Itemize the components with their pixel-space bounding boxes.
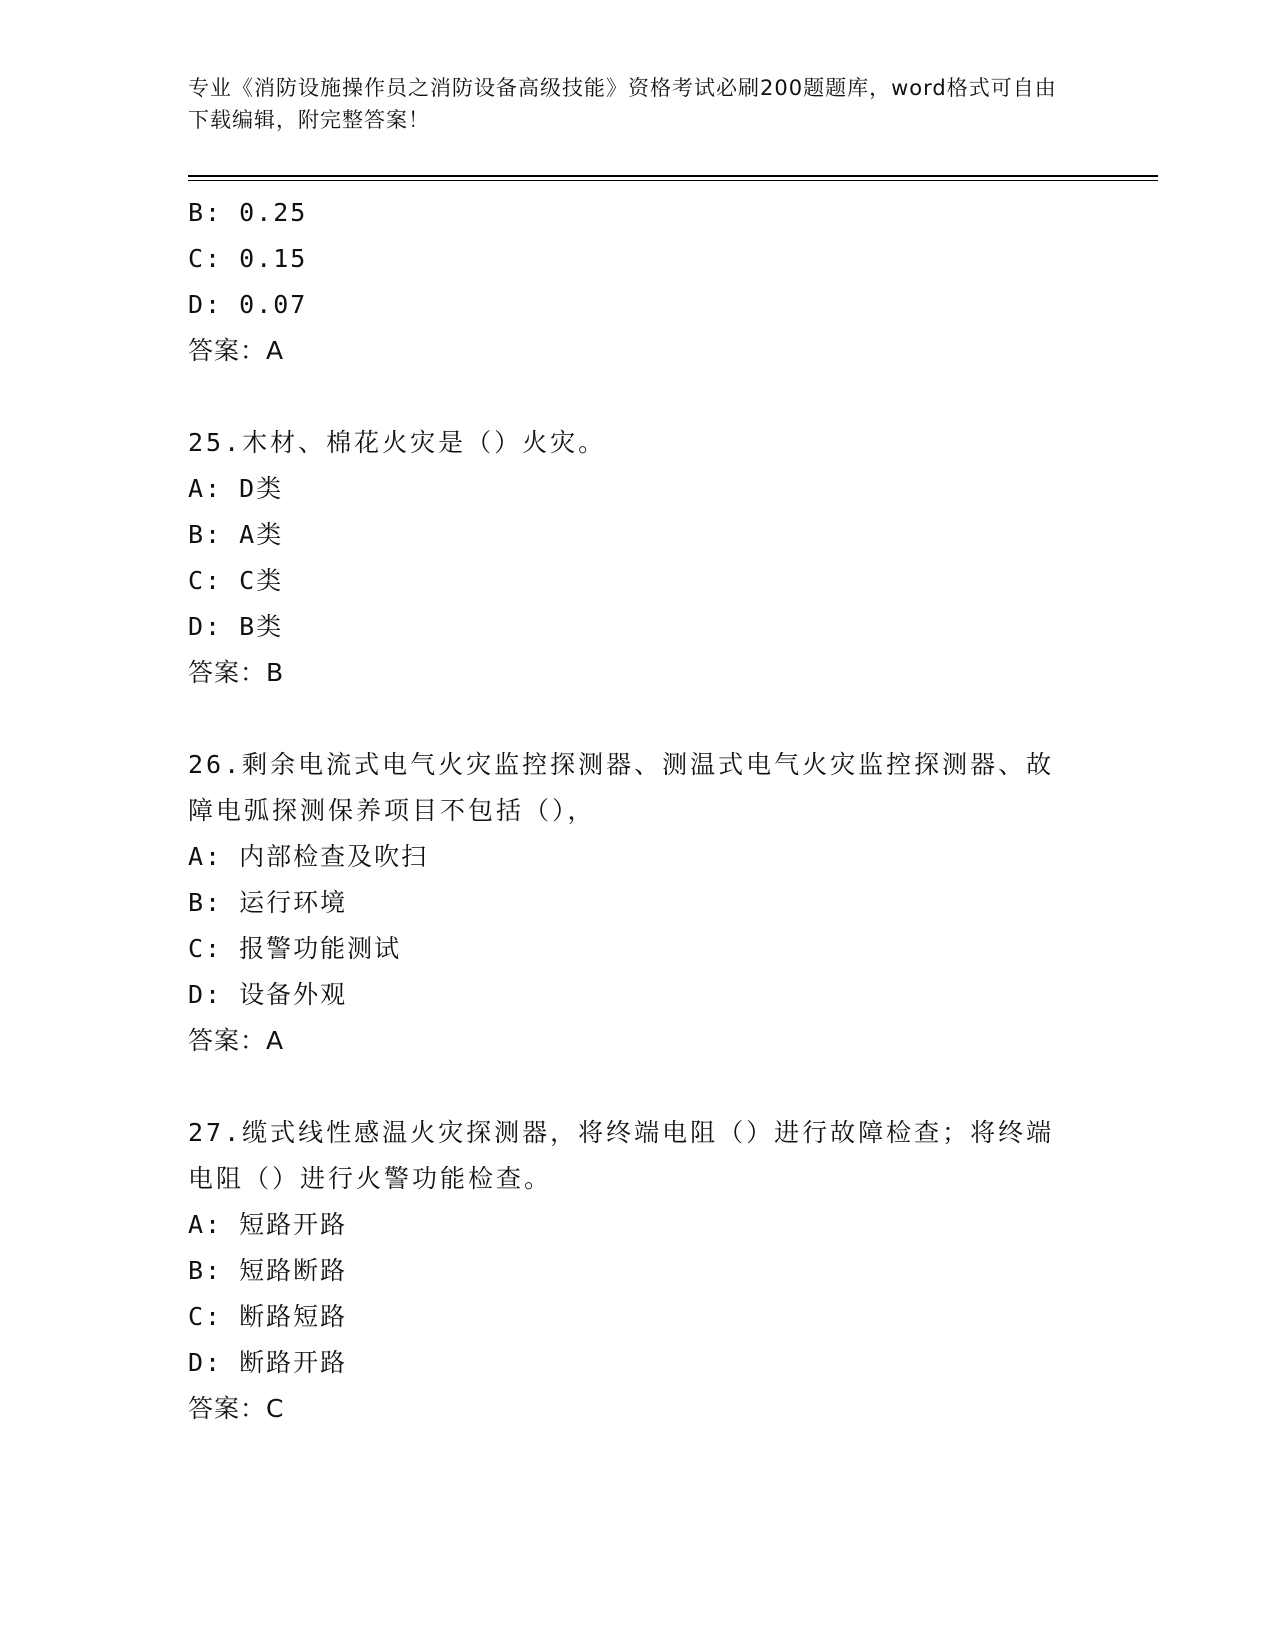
question-stem: 25.木材、棉花火灾是（）火灾。 xyxy=(188,428,607,457)
answer-line: 答案：A xyxy=(188,336,285,365)
answer-line: 答案：B xyxy=(188,658,285,687)
header-divider xyxy=(188,175,1158,183)
option-b: B: 运行环境 xyxy=(188,888,348,917)
divider-thick-line xyxy=(188,175,1158,177)
question-24-continued xyxy=(188,190,1088,374)
question-27 xyxy=(188,1110,1088,1432)
option-b: B: A类 xyxy=(188,520,284,549)
option-c: C: 断路短路 xyxy=(188,1302,348,1331)
question-stem: 27.缆式线性感温火灾探测器，将终端电阻（）进行故障检查；将终端电阻（）进行火警功能检查。 xyxy=(188,1118,1055,1193)
option-c: C: 报警功能测试 xyxy=(188,934,402,963)
question-stem: 26.剩余电流式电气火灾监控探测器、测温式电气火灾监控探测器、故障电弧探测保养项目不包括（）， xyxy=(188,750,1055,825)
answer-line: 答案：C xyxy=(188,1394,285,1423)
option-b: B: 短路断路 xyxy=(188,1256,348,1285)
answer-line: 答案：A xyxy=(188,1026,285,1055)
option-c: C: 0.15 xyxy=(188,244,308,273)
divider-thin-line xyxy=(188,180,1158,181)
option-d: D: 0.07 xyxy=(188,290,308,319)
option-a: A: 内部检查及吹扫 xyxy=(188,842,429,871)
option-d: D: 设备外观 xyxy=(188,980,348,1009)
question-26 xyxy=(188,742,1088,1064)
page-header: 专业《消防设施操作员之消防设备高级技能》资格考试必刷200题题库，word格式可自由下载编辑，附完整答案！ xyxy=(188,76,1057,132)
question-25 xyxy=(188,420,1088,696)
option-d: D: 断路开路 xyxy=(188,1348,348,1377)
option-a: A: D类 xyxy=(188,474,284,503)
question-content xyxy=(188,190,1088,1432)
option-a: A: 短路开路 xyxy=(188,1210,348,1239)
option-b: B: 0.25 xyxy=(188,198,308,227)
option-d: D: B类 xyxy=(188,612,284,641)
option-c: C: C类 xyxy=(188,566,284,595)
